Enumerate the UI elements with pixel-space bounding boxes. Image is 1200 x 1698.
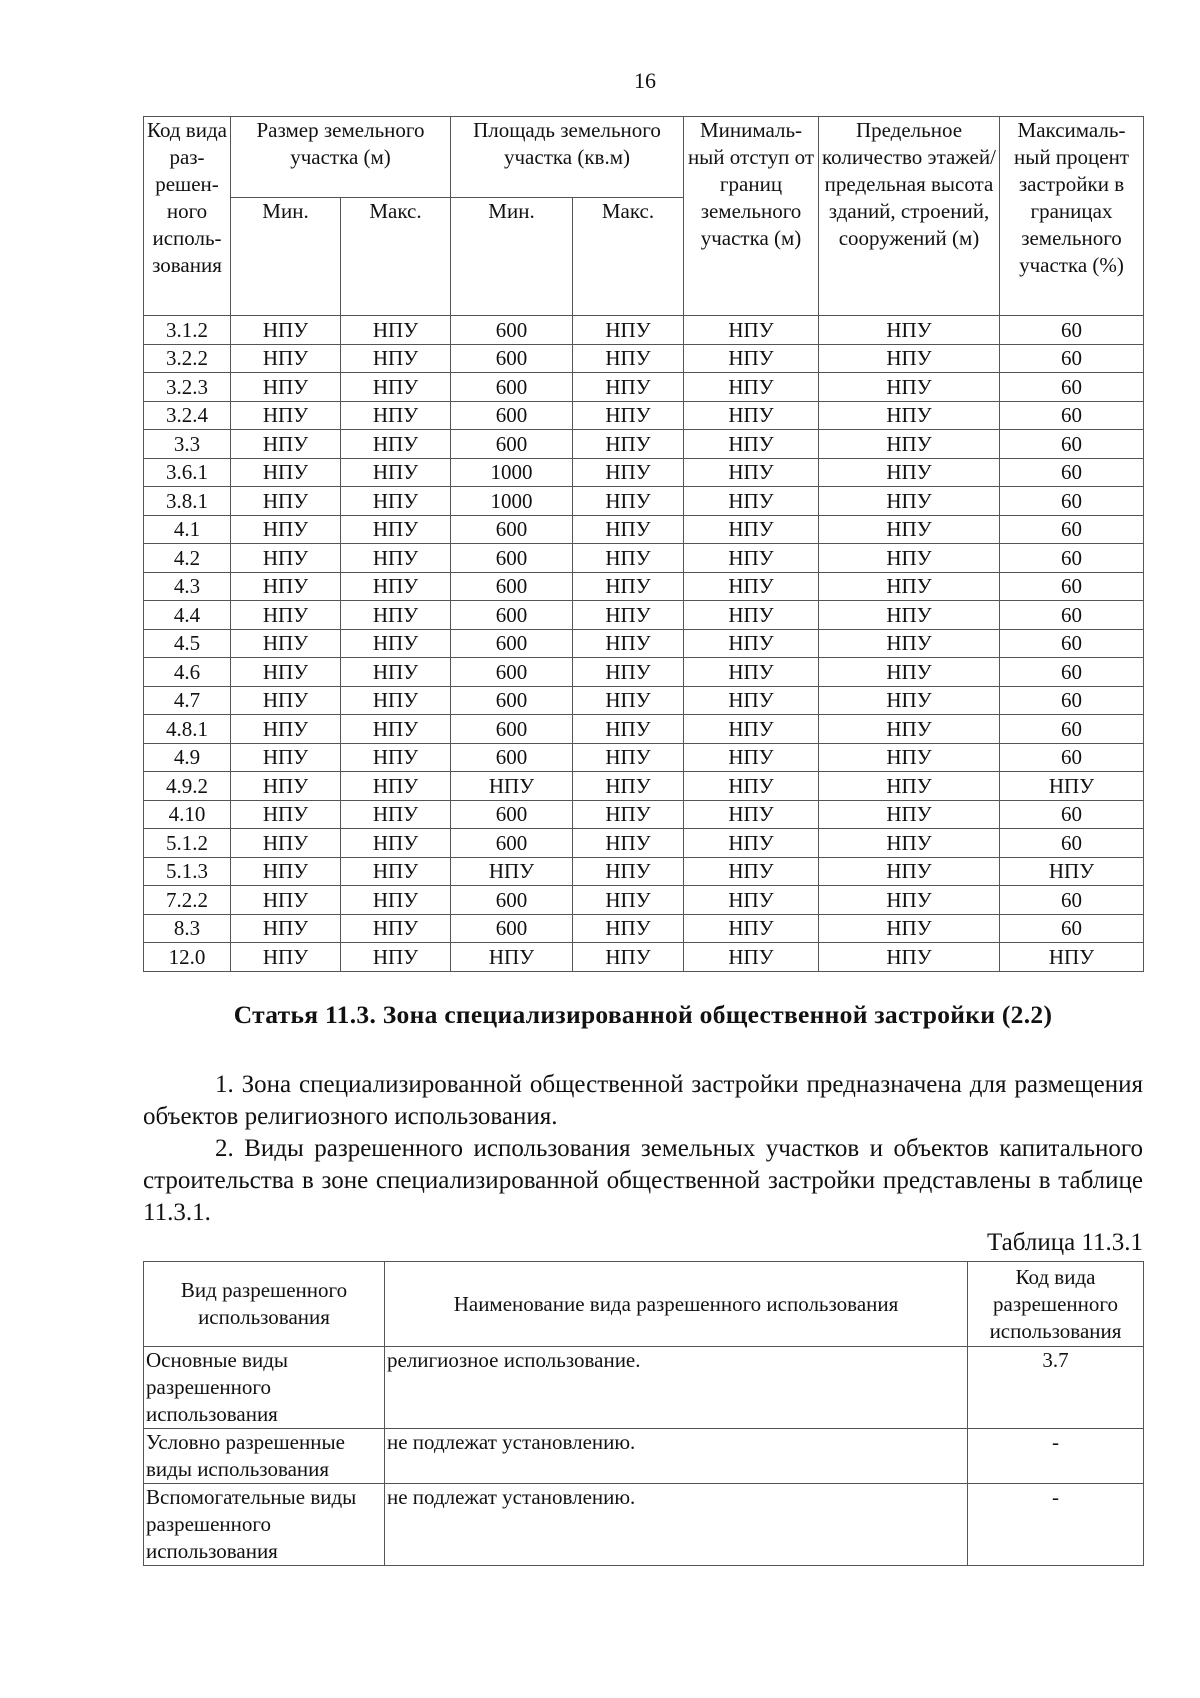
cell-area-min: 600 bbox=[451, 800, 573, 829]
cell-coverage: 60 bbox=[1000, 800, 1144, 829]
uses-cell-type: Условно разрешенные виды использования bbox=[144, 1429, 385, 1484]
cell-code: 7.2.2 bbox=[144, 886, 231, 915]
cell-setback: НПУ bbox=[684, 401, 819, 430]
cell-area-max: НПУ bbox=[573, 430, 684, 459]
cell-coverage: 60 bbox=[1000, 344, 1144, 373]
table-row bbox=[144, 1429, 1144, 1484]
cell-area-max: НПУ bbox=[573, 515, 684, 544]
table-row bbox=[144, 601, 1144, 630]
cell-setback: НПУ bbox=[684, 658, 819, 687]
cell-floors: НПУ bbox=[819, 686, 1000, 715]
cell-coverage: НПУ bbox=[1000, 772, 1144, 801]
header-size-max: Макс. bbox=[341, 198, 451, 316]
cell-size-max: НПУ bbox=[341, 487, 451, 516]
uses-header-type: Вид разрешенного использования bbox=[144, 1262, 385, 1347]
cell-coverage: 60 bbox=[1000, 743, 1144, 772]
cell-size-max: НПУ bbox=[341, 686, 451, 715]
cell-area-max: НПУ bbox=[573, 857, 684, 886]
cell-area-max: НПУ bbox=[573, 715, 684, 744]
uses-cell-name: не подлежат установлению. bbox=[385, 1429, 968, 1484]
cell-size-min: НПУ bbox=[231, 458, 341, 487]
cell-size-max: НПУ bbox=[341, 601, 451, 630]
cell-size-max: НПУ bbox=[341, 629, 451, 658]
cell-code: 8.3 bbox=[144, 914, 231, 943]
cell-size-min: НПУ bbox=[231, 772, 341, 801]
cell-size-min: НПУ bbox=[231, 316, 341, 345]
article-paragraph-2 bbox=[143, 1133, 1143, 1229]
cell-size-min: НПУ bbox=[231, 943, 341, 972]
cell-size-min: НПУ bbox=[231, 373, 341, 402]
cell-code: 3.8.1 bbox=[144, 487, 231, 516]
cell-size-max: НПУ bbox=[341, 544, 451, 573]
table-row bbox=[144, 914, 1144, 943]
cell-area-min: НПУ bbox=[451, 857, 573, 886]
cell-size-min: НПУ bbox=[231, 344, 341, 373]
cell-floors: НПУ bbox=[819, 772, 1000, 801]
cell-size-max: НПУ bbox=[341, 658, 451, 687]
cell-coverage: 60 bbox=[1000, 458, 1144, 487]
cell-size-max: НПУ bbox=[341, 772, 451, 801]
header-area-group: Площадь земельного участка (кв.м) bbox=[451, 117, 684, 198]
cell-size-max: НПУ bbox=[341, 458, 451, 487]
cell-coverage: 60 bbox=[1000, 401, 1144, 430]
uses-cell-code: 3.7 bbox=[968, 1347, 1144, 1429]
cell-code: 4.9 bbox=[144, 743, 231, 772]
cell-area-min: 600 bbox=[451, 601, 573, 630]
table-row bbox=[144, 515, 1144, 544]
cell-floors: НПУ bbox=[819, 316, 1000, 345]
cell-code: 3.3 bbox=[144, 430, 231, 459]
cell-coverage: 60 bbox=[1000, 544, 1144, 573]
cell-floors: НПУ bbox=[819, 857, 1000, 886]
table-row bbox=[144, 401, 1144, 430]
paragraph-1-text: 1. Зона специализированной общественной застройки предназначена для размещения объектов религиозного использования. bbox=[143, 1071, 1143, 1130]
cell-code: 4.9.2 bbox=[144, 772, 231, 801]
cell-setback: НПУ bbox=[684, 943, 819, 972]
cell-size-min: НПУ bbox=[231, 572, 341, 601]
cell-setback: НПУ bbox=[684, 857, 819, 886]
header-setback: Минималь-ный отступ от границ земельного участка (м) bbox=[684, 117, 819, 316]
cell-size-max: НПУ bbox=[341, 373, 451, 402]
table-row bbox=[144, 430, 1144, 459]
cell-area-max: НПУ bbox=[573, 401, 684, 430]
cell-size-min: НПУ bbox=[231, 857, 341, 886]
cell-code: 12.0 bbox=[144, 943, 231, 972]
cell-code: 5.1.2 bbox=[144, 829, 231, 858]
cell-area-min: 600 bbox=[451, 829, 573, 858]
cell-size-min: НПУ bbox=[231, 430, 341, 459]
cell-size-max: НПУ bbox=[341, 344, 451, 373]
cell-setback: НПУ bbox=[684, 686, 819, 715]
cell-setback: НПУ bbox=[684, 316, 819, 345]
uses-cell-name: не подлежат установлению. bbox=[385, 1484, 968, 1566]
cell-coverage: 60 bbox=[1000, 886, 1144, 915]
cell-size-min: НПУ bbox=[231, 401, 341, 430]
cell-setback: НПУ bbox=[684, 458, 819, 487]
cell-area-max: НПУ bbox=[573, 686, 684, 715]
cell-area-min: 600 bbox=[451, 886, 573, 915]
article-heading: Статья 11.3. Зона специализированной общественной застройки (2.2) bbox=[233, 1000, 1053, 1029]
cell-coverage: 60 bbox=[1000, 430, 1144, 459]
cell-setback: НПУ bbox=[684, 715, 819, 744]
cell-area-max: НПУ bbox=[573, 629, 684, 658]
table-row bbox=[144, 686, 1144, 715]
cell-code: 4.5 bbox=[144, 629, 231, 658]
cell-code: 4.4 bbox=[144, 601, 231, 630]
cell-area-min: НПУ bbox=[451, 772, 573, 801]
cell-setback: НПУ bbox=[684, 800, 819, 829]
cell-setback: НПУ bbox=[684, 373, 819, 402]
table-row bbox=[144, 658, 1144, 687]
table-row bbox=[144, 800, 1144, 829]
cell-area-min: 600 bbox=[451, 686, 573, 715]
cell-code: 4.2 bbox=[144, 544, 231, 573]
cell-area-min: 600 bbox=[451, 914, 573, 943]
cell-area-max: НПУ bbox=[573, 344, 684, 373]
cell-area-min: 600 bbox=[451, 743, 573, 772]
table-row bbox=[144, 316, 1144, 345]
cell-code: 5.1.3 bbox=[144, 857, 231, 886]
uses-cell-name: религиозное использование. bbox=[385, 1347, 968, 1429]
cell-coverage: 60 bbox=[1000, 487, 1144, 516]
table-row bbox=[144, 715, 1144, 744]
cell-area-min: 600 bbox=[451, 344, 573, 373]
uses-header-code: Код вида разрешенного использования bbox=[968, 1262, 1144, 1347]
cell-area-min: 600 bbox=[451, 316, 573, 345]
uses-header-name: Наименование вида разрешенного использования bbox=[385, 1262, 968, 1347]
cell-code: 4.6 bbox=[144, 658, 231, 687]
cell-size-max: НПУ bbox=[341, 743, 451, 772]
cell-area-max: НПУ bbox=[573, 316, 684, 345]
cell-code: 4.7 bbox=[144, 686, 231, 715]
cell-coverage: 60 bbox=[1000, 601, 1144, 630]
cell-area-max: НПУ bbox=[573, 886, 684, 915]
cell-size-min: НПУ bbox=[231, 658, 341, 687]
cell-setback: НПУ bbox=[684, 544, 819, 573]
cell-size-min: НПУ bbox=[231, 743, 341, 772]
table-row bbox=[144, 772, 1144, 801]
cell-area-max: НПУ bbox=[573, 601, 684, 630]
table-row bbox=[144, 886, 1144, 915]
cell-floors: НПУ bbox=[819, 658, 1000, 687]
cell-size-max: НПУ bbox=[341, 943, 451, 972]
cell-coverage: 60 bbox=[1000, 373, 1144, 402]
cell-area-min: 600 bbox=[451, 629, 573, 658]
cell-floors: НПУ bbox=[819, 715, 1000, 744]
cell-area-max: НПУ bbox=[573, 772, 684, 801]
cell-floors: НПУ bbox=[819, 401, 1000, 430]
header-coverage: Максималь-ный процент застройки в границах земельного участка (%) bbox=[1000, 117, 1144, 316]
cell-area-min: 600 bbox=[451, 373, 573, 402]
permitted-uses-table bbox=[143, 1261, 1144, 1566]
cell-floors: НПУ bbox=[819, 430, 1000, 459]
cell-code: 4.10 bbox=[144, 800, 231, 829]
cell-area-max: НПУ bbox=[573, 487, 684, 516]
table-row bbox=[144, 829, 1144, 858]
cell-floors: НПУ bbox=[819, 829, 1000, 858]
header-area-max: Макс. bbox=[573, 198, 684, 316]
cell-size-max: НПУ bbox=[341, 515, 451, 544]
cell-floors: НПУ bbox=[819, 487, 1000, 516]
land-parameters-table bbox=[143, 116, 1144, 972]
cell-code: 4.3 bbox=[144, 572, 231, 601]
table-row bbox=[144, 373, 1144, 402]
cell-coverage: 60 bbox=[1000, 572, 1144, 601]
cell-area-max: НПУ bbox=[573, 458, 684, 487]
cell-setback: НПУ bbox=[684, 515, 819, 544]
cell-floors: НПУ bbox=[819, 373, 1000, 402]
table-row bbox=[144, 943, 1144, 972]
cell-area-min: 600 bbox=[451, 430, 573, 459]
cell-area-min: 600 bbox=[451, 401, 573, 430]
cell-size-max: НПУ bbox=[341, 914, 451, 943]
table-row bbox=[144, 572, 1144, 601]
cell-code: 3.6.1 bbox=[144, 458, 231, 487]
cell-code: 3.2.2 bbox=[144, 344, 231, 373]
cell-setback: НПУ bbox=[684, 601, 819, 630]
cell-floors: НПУ bbox=[819, 515, 1000, 544]
cell-size-max: НПУ bbox=[341, 886, 451, 915]
cell-area-max: НПУ bbox=[573, 544, 684, 573]
cell-floors: НПУ bbox=[819, 458, 1000, 487]
cell-size-min: НПУ bbox=[231, 715, 341, 744]
table-row bbox=[144, 1484, 1144, 1566]
cell-size-min: НПУ bbox=[231, 544, 341, 573]
cell-area-min: НПУ bbox=[451, 943, 573, 972]
cell-coverage: НПУ bbox=[1000, 857, 1144, 886]
cell-area-min: 600 bbox=[451, 572, 573, 601]
cell-coverage: 60 bbox=[1000, 715, 1144, 744]
cell-size-min: НПУ bbox=[231, 800, 341, 829]
cell-floors: НПУ bbox=[819, 800, 1000, 829]
table-row bbox=[144, 1347, 1144, 1429]
cell-size-max: НПУ bbox=[341, 316, 451, 345]
cell-area-max: НПУ bbox=[573, 829, 684, 858]
cell-coverage: 60 bbox=[1000, 316, 1144, 345]
table-row bbox=[144, 458, 1144, 487]
cell-setback: НПУ bbox=[684, 914, 819, 943]
header-code: Код вида раз-решен-ного исполь-зования bbox=[144, 117, 231, 316]
land-parameters-body bbox=[144, 316, 1144, 972]
cell-code: 4.1 bbox=[144, 515, 231, 544]
cell-coverage: 60 bbox=[1000, 686, 1144, 715]
cell-setback: НПУ bbox=[684, 430, 819, 459]
cell-area-max: НПУ bbox=[573, 658, 684, 687]
cell-size-min: НПУ bbox=[231, 487, 341, 516]
uses-cell-code: - bbox=[968, 1484, 1144, 1566]
cell-size-max: НПУ bbox=[341, 829, 451, 858]
cell-floors: НПУ bbox=[819, 886, 1000, 915]
cell-size-min: НПУ bbox=[231, 629, 341, 658]
cell-size-max: НПУ bbox=[341, 430, 451, 459]
cell-setback: НПУ bbox=[684, 886, 819, 915]
cell-setback: НПУ bbox=[684, 829, 819, 858]
cell-size-min: НПУ bbox=[231, 686, 341, 715]
cell-size-max: НПУ bbox=[341, 572, 451, 601]
cell-size-max: НПУ bbox=[341, 857, 451, 886]
header-area-min: Мин. bbox=[451, 198, 573, 316]
header-size-group: Размер земельного участка (м) bbox=[231, 117, 451, 198]
cell-setback: НПУ bbox=[684, 487, 819, 516]
cell-coverage: 60 bbox=[1000, 515, 1144, 544]
cell-coverage: НПУ bbox=[1000, 943, 1144, 972]
header-floors: Предельное количество этажей/ предельная высота зданий, строений, сооружений (м) bbox=[819, 117, 1000, 316]
cell-area-min: 600 bbox=[451, 515, 573, 544]
cell-size-min: НПУ bbox=[231, 886, 341, 915]
table-row bbox=[144, 344, 1144, 373]
cell-floors: НПУ bbox=[819, 601, 1000, 630]
cell-size-min: НПУ bbox=[231, 515, 341, 544]
cell-setback: НПУ bbox=[684, 743, 819, 772]
cell-code: 3.1.2 bbox=[144, 316, 231, 345]
cell-area-min: 1000 bbox=[451, 458, 573, 487]
table-row bbox=[144, 487, 1144, 516]
cell-size-min: НПУ bbox=[231, 914, 341, 943]
table-row bbox=[144, 629, 1144, 658]
article-paragraph-1 bbox=[143, 1069, 1143, 1133]
cell-area-max: НПУ bbox=[573, 572, 684, 601]
cell-area-max: НПУ bbox=[573, 914, 684, 943]
cell-coverage: 60 bbox=[1000, 829, 1144, 858]
cell-size-min: НПУ bbox=[231, 601, 341, 630]
cell-code: 3.2.4 bbox=[144, 401, 231, 430]
cell-floors: НПУ bbox=[819, 914, 1000, 943]
cell-coverage: 60 bbox=[1000, 658, 1144, 687]
cell-code: 3.2.3 bbox=[144, 373, 231, 402]
table-caption: Таблица 11.3.1 bbox=[987, 1229, 1143, 1256]
cell-area-min: 600 bbox=[451, 715, 573, 744]
table-row bbox=[144, 857, 1144, 886]
cell-floors: НПУ bbox=[819, 743, 1000, 772]
header-size-min: Мин. bbox=[231, 198, 341, 316]
cell-floors: НПУ bbox=[819, 943, 1000, 972]
cell-area-min: 600 bbox=[451, 544, 573, 573]
cell-size-min: НПУ bbox=[231, 829, 341, 858]
uses-cell-code: - bbox=[968, 1429, 1144, 1484]
cell-setback: НПУ bbox=[684, 772, 819, 801]
cell-floors: НПУ bbox=[819, 544, 1000, 573]
page-number: 16 bbox=[634, 68, 656, 93]
cell-coverage: 60 bbox=[1000, 629, 1144, 658]
cell-area-min: 600 bbox=[451, 658, 573, 687]
cell-setback: НПУ bbox=[684, 572, 819, 601]
cell-floors: НПУ bbox=[819, 629, 1000, 658]
cell-setback: НПУ bbox=[684, 344, 819, 373]
cell-area-max: НПУ bbox=[573, 943, 684, 972]
cell-code: 4.8.1 bbox=[144, 715, 231, 744]
cell-area-min: 1000 bbox=[451, 487, 573, 516]
paragraph-2-text: 2. Виды разрешенного использования земельных участков и объектов капитального строительства в зоне специализированной общественной застройки представлены в таблице 11.3.1. bbox=[143, 1135, 1143, 1226]
cell-size-max: НПУ bbox=[341, 401, 451, 430]
cell-coverage: 60 bbox=[1000, 914, 1144, 943]
table-row bbox=[144, 544, 1144, 573]
cell-area-max: НПУ bbox=[573, 743, 684, 772]
cell-floors: НПУ bbox=[819, 572, 1000, 601]
cell-size-max: НПУ bbox=[341, 800, 451, 829]
cell-area-max: НПУ bbox=[573, 800, 684, 829]
cell-area-max: НПУ bbox=[573, 373, 684, 402]
uses-cell-type: Вспомогательные виды разрешенного использования bbox=[144, 1484, 385, 1566]
cell-size-max: НПУ bbox=[341, 715, 451, 744]
cell-floors: НПУ bbox=[819, 344, 1000, 373]
uses-cell-type: Основные виды разрешенного использования bbox=[144, 1347, 385, 1429]
table-row bbox=[144, 743, 1144, 772]
cell-setback: НПУ bbox=[684, 629, 819, 658]
